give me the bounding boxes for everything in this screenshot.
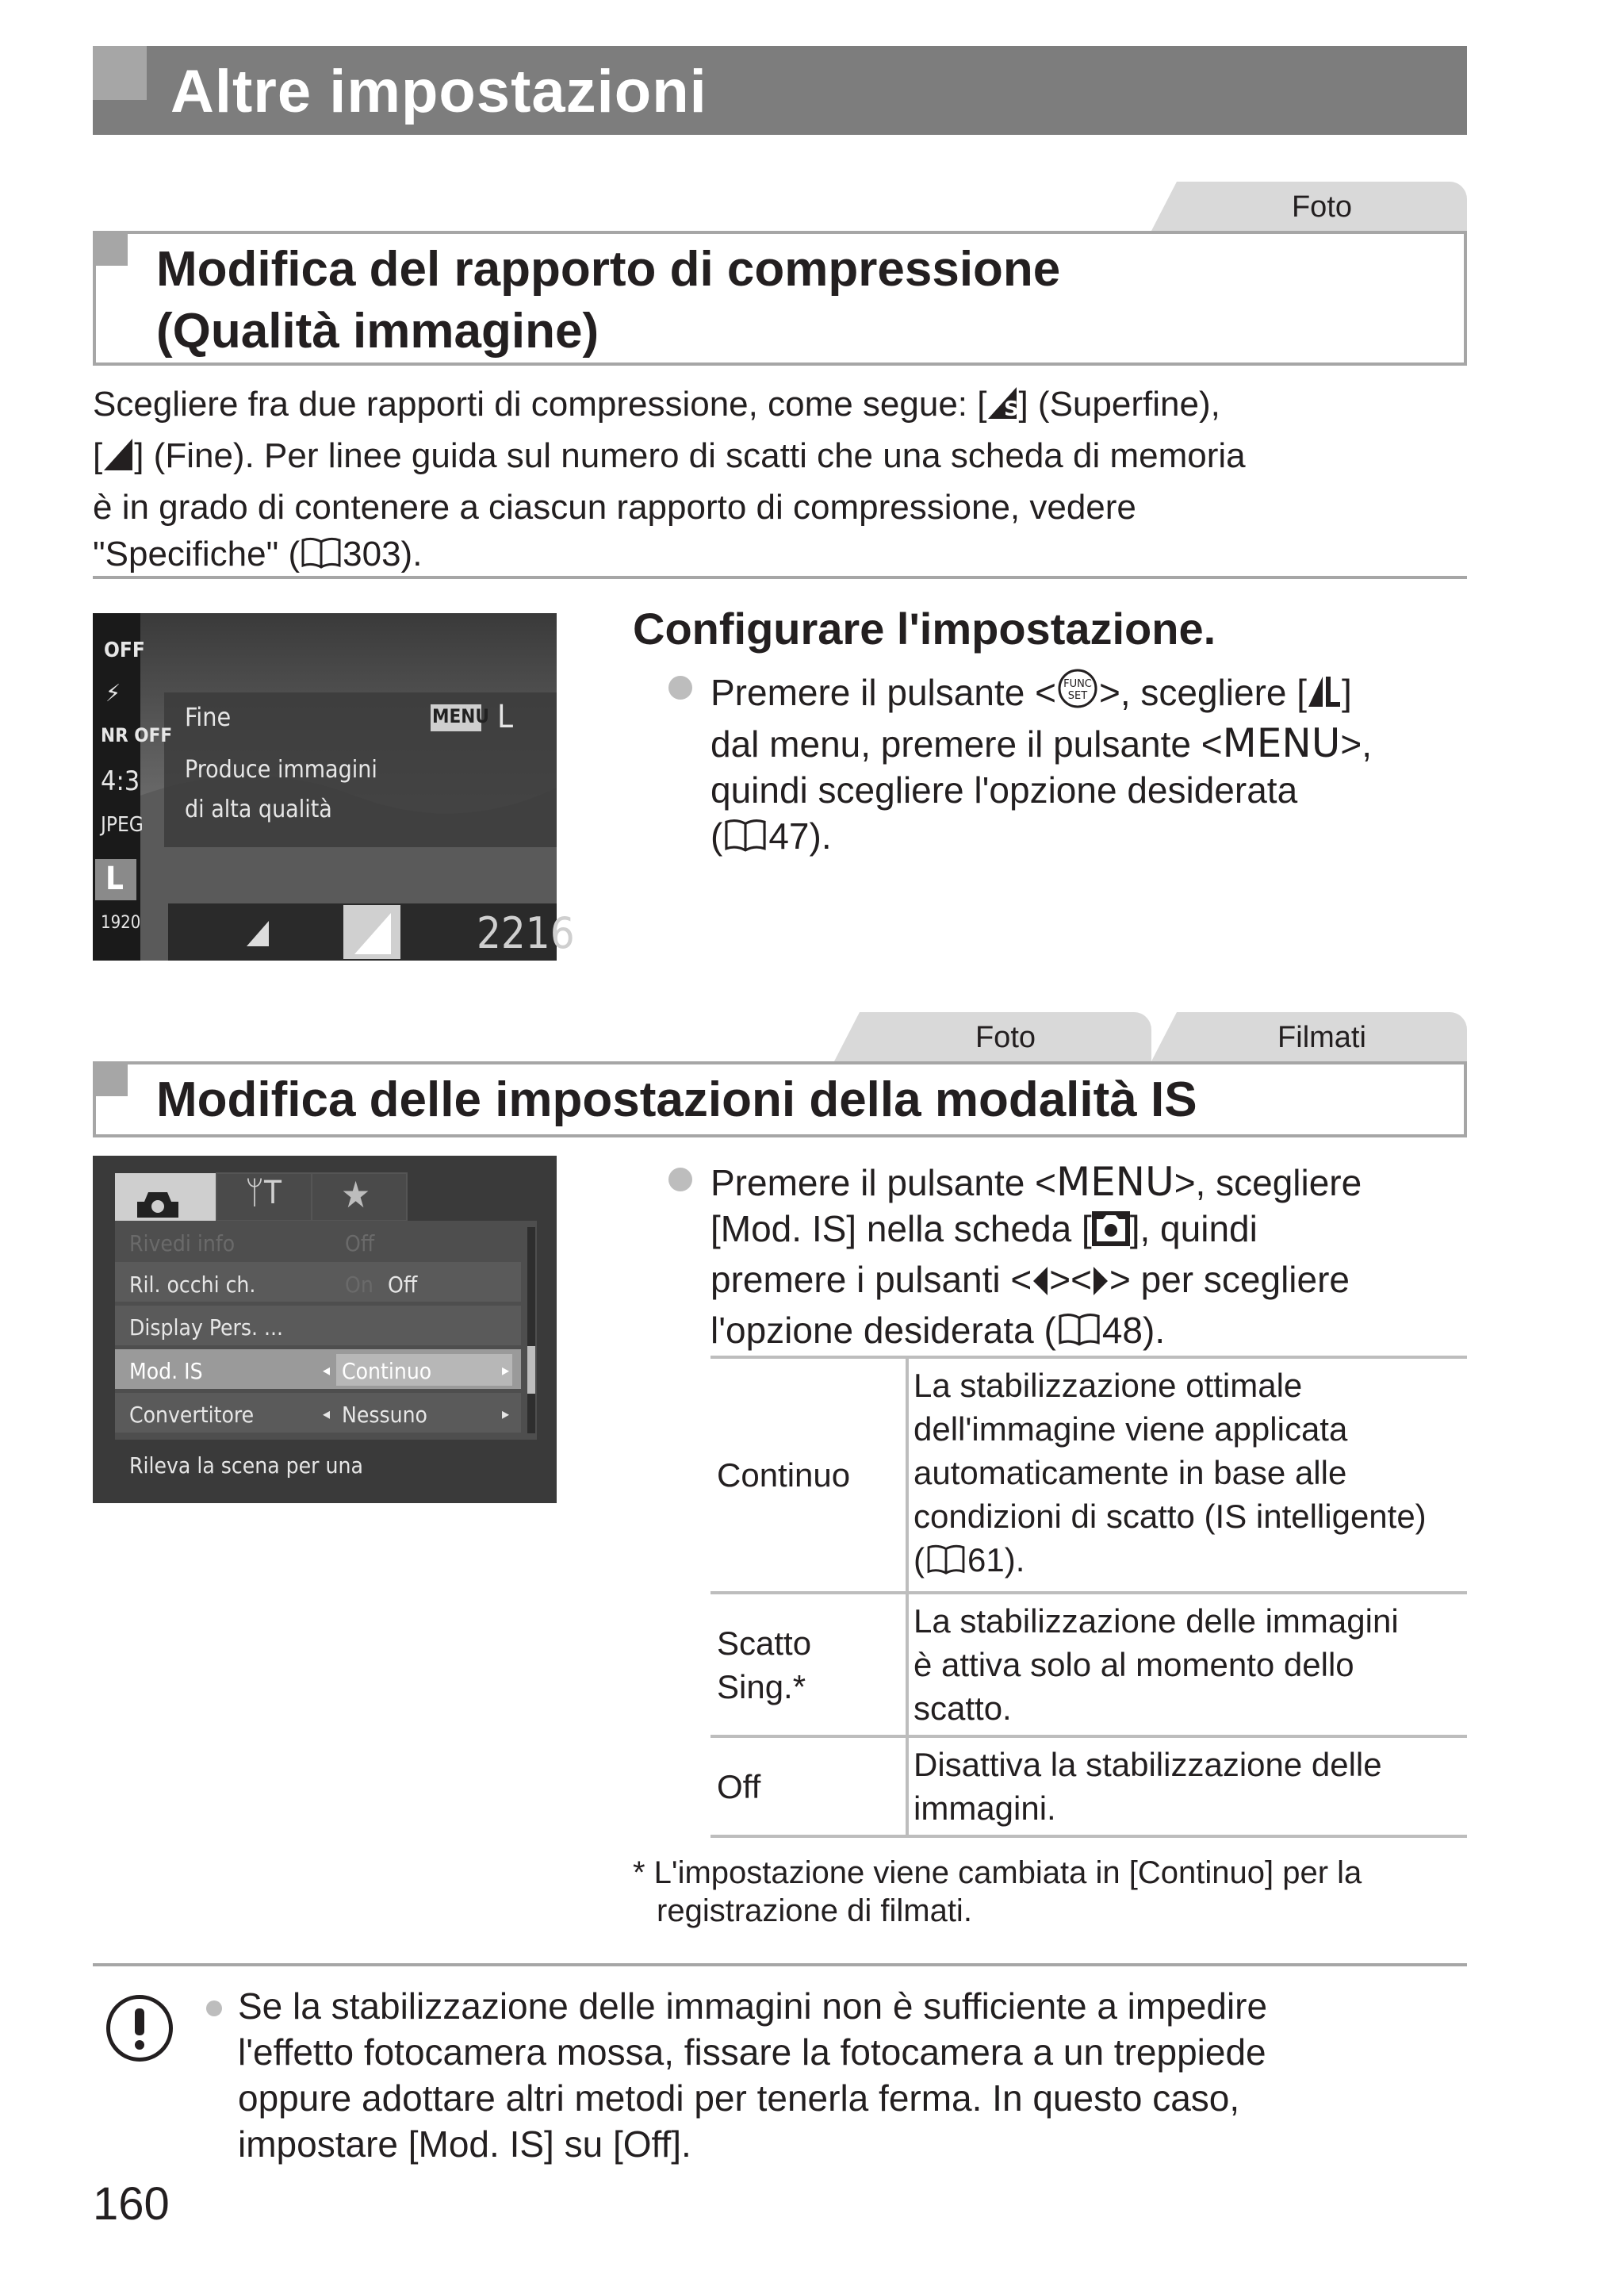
camera-screen-quality <box>93 613 575 961</box>
quality-icon: L <box>105 861 124 897</box>
divider <box>93 576 1467 579</box>
section2-corner-decoration <box>93 1061 128 1096</box>
option-name: Scatto Sing.* <box>710 1593 907 1736</box>
table-row <box>710 1357 1467 1593</box>
menu-badge: MENU <box>432 705 489 727</box>
is-step-instructions: Premere il pulsante <MENU>, scegliere [Mod. IS] nella scheda [ ], quindi premere i pulsanti < >< > per scegliere l'opzione desiderata ( 48). <box>710 1159 1472 1358</box>
tab-slant <box>1151 1012 1177 1061</box>
menu-row-label[interactable]: Ril. occhi ch. <box>129 1272 256 1298</box>
func-set-button-icon <box>1056 667 1099 720</box>
shot-count: 2216 <box>477 908 575 958</box>
tab-slant <box>834 1012 860 1061</box>
tab-slant <box>1151 182 1177 231</box>
menu-row-value: Off <box>388 1272 418 1298</box>
option-description: La stabilizzazione ottimale dell'immagine viene applicata automaticamente in base alle condizioni di scatto (IS intelligente) ( 61). <box>907 1357 1467 1593</box>
left-arrow-button-icon <box>1032 1261 1049 1307</box>
section2-title-box <box>93 1061 1467 1137</box>
option-description: Disattiva la stabilizzazione delle immagini. <box>907 1736 1467 1836</box>
footnote-line2: registrazione di filmati. <box>657 1893 972 1928</box>
tab-filmati: Filmati <box>1177 1012 1467 1061</box>
bullet <box>206 2000 222 2016</box>
right-arrow-button-icon <box>1092 1261 1109 1307</box>
arrow-left-icon[interactable]: ◂ <box>323 1404 331 1423</box>
menu-row-label-selected[interactable]: Mod. IS <box>129 1358 203 1384</box>
arrow-right-icon[interactable]: ▸ <box>502 1360 510 1379</box>
book-icon <box>722 817 768 864</box>
page-number: 160 <box>93 2178 170 2230</box>
star-tab-icon[interactable]: ★ <box>341 1173 371 1216</box>
menu-row-value-dim: On <box>345 1272 373 1298</box>
nr-off-icon: NR OFF <box>101 724 173 746</box>
arrow-right-icon[interactable]: ▸ <box>502 1404 510 1423</box>
section1-corner-decoration <box>93 231 128 266</box>
jpeg-icon: JPEG <box>101 813 144 837</box>
self-timer-off-icon: OFF <box>104 639 145 662</box>
tab-foto: Foto <box>1177 182 1467 231</box>
fine-icon <box>102 435 134 484</box>
svg-text:SET: SET <box>1067 690 1088 702</box>
option-name: Off <box>710 1736 907 1836</box>
menu-button-label: MENU <box>1222 720 1341 766</box>
section1-intro: Scegliere fra due rapporti di compressione, come segue: [ S ] (Superfine), [ ] (Fine). Per linee guida sul numero di scatti che una scheda di memoria è in grado di contenere a ciascun rapporto di compressione, vedere "Specifiche" ( 303). <box>93 381 1473 582</box>
svg-text:S: S <box>1004 397 1020 421</box>
book-icon <box>1056 1311 1102 1358</box>
bullet <box>668 676 692 700</box>
aspect-ratio-icon: 4:3 <box>101 765 140 797</box>
menu-row-label[interactable]: Rivedi info <box>129 1230 236 1256</box>
menu-button-label: MENU <box>1055 1159 1174 1205</box>
caution-icon <box>106 1995 173 2062</box>
footnote-line1: * L'impostazione viene cambiata in [Continuo] per la <box>633 1855 1362 1890</box>
size-letter: L <box>497 699 514 735</box>
menu-row-label[interactable]: Display Pers. ... <box>129 1314 284 1341</box>
flash-off-icon: ⚡ <box>105 680 121 708</box>
menu-footer-hint: Rileva la scena per una <box>129 1452 363 1479</box>
camera-tab-icon <box>1092 1210 1130 1256</box>
item-description-1: Produce immagini <box>185 756 377 784</box>
arrow-left-icon[interactable]: ◂ <box>323 1360 331 1379</box>
option-name: Continuo <box>710 1357 907 1593</box>
bullet <box>668 1168 692 1191</box>
menu-row-label[interactable]: Convertitore <box>129 1402 255 1428</box>
header-corner-decoration <box>93 46 147 100</box>
book-icon <box>925 1543 967 1586</box>
table-row <box>710 1593 1467 1736</box>
page-header <box>93 46 1467 135</box>
section2-title: Modifica delle impostazioni della modalità IS <box>156 1072 1197 1127</box>
is-options-table <box>710 1356 1467 1838</box>
step-title: Configurare l'impostazione. <box>633 604 1216 654</box>
item-description-2: di alta qualità <box>185 796 332 823</box>
superfine-icon <box>986 384 1018 432</box>
quality-large-icon <box>1307 672 1342 720</box>
svg-text:FUNC: FUNC <box>1063 678 1092 690</box>
menu-item-title: Fine <box>185 702 232 732</box>
tab-foto: Foto <box>860 1012 1151 1061</box>
page-title: Altre impostazioni <box>170 58 707 125</box>
menu-row-value-selected: Continuo <box>342 1358 432 1384</box>
movie-quality-icon: 1920 <box>101 913 141 933</box>
menu-row-value: Off <box>345 1230 375 1256</box>
section1-title-line2: (Qualità immagine) <box>156 304 599 359</box>
caution-text: Se la stabilizzazione delle immagini non è sufficiente a impedire l'effetto fotocamera mossa, fissare la fotocamera a un treppiede oppure adottare altri metodi per tenerla ferma. In questo caso, impostare [Mod. IS] su [Off]. <box>238 1985 1268 2165</box>
section1-title-line1: Modifica del rapporto di compressione <box>156 242 1061 297</box>
divider <box>93 1963 1467 1966</box>
table-row <box>710 1736 1467 1836</box>
camera-screen-is-menu <box>93 1156 557 1503</box>
settings-tab-icon[interactable]: ᛘT <box>245 1175 282 1211</box>
step-instructions: Premere il pulsante < FUNC SET >, scegliere [ ] dal menu, premere il pulsante <MENU>, quindi scegliere l'opzione desiderata ( 47). <box>710 667 1472 864</box>
menu-row-value: Nessuno <box>342 1402 427 1428</box>
option-description: La stabilizzazione delle immagini è attiva solo al momento dello scatto. <box>907 1593 1467 1736</box>
section1-title-box <box>93 231 1467 366</box>
